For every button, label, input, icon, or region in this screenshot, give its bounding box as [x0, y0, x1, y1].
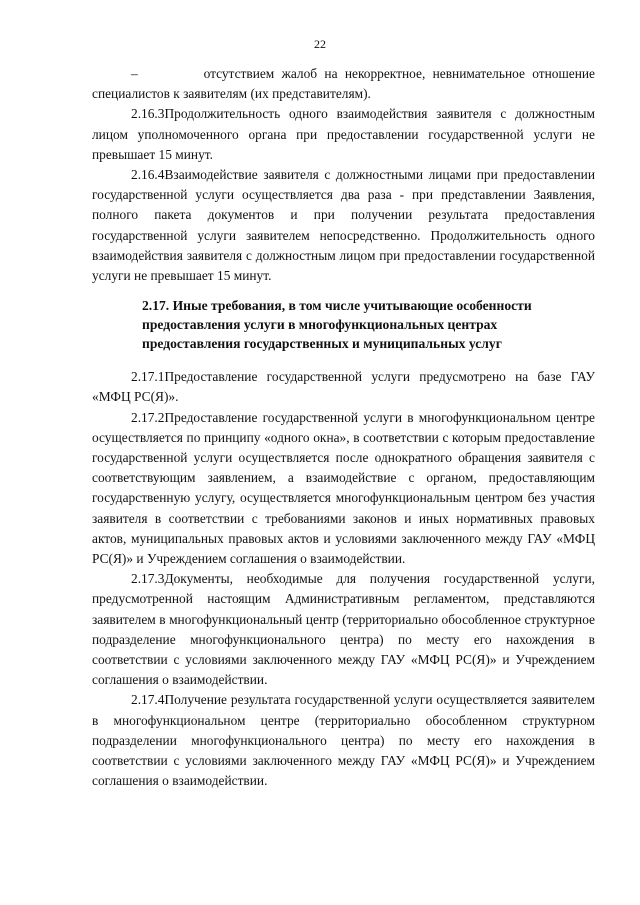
bullet-text: отсутствием жалоб на некорректное, невнимательное отношение специалистов к заявителям (их представителям). — [92, 66, 595, 102]
paragraph-2-17-2: 2.17.2Предоставление государственной услуги в многофункциональном центре осуществляется по принципу «одного окна», в соответствии с которым предоставление государственной услуги осуществляется после однократного обращения заявителя с соответствующим заявлением, а взаимодействие с органом, предоставляющим государственную услугу, осуществляется многофункциональным центром без участия заявителя в соответствии с требованиями законов и иных нормативных правовых актов, муниципальных правовых актов и условиями заключенного между ГАУ «МФЦ РС(Я)» и Учреждением соглашения о взаимодействии. — [92, 409, 595, 567]
page-number: 22 — [314, 37, 326, 51]
bullet-dash: – — [131, 66, 138, 81]
paragraph-2-16-4: 2.16.4Взаимодействие заявителя с должностными лицами при предоставлении государственной услуги осуществляется два раза - при представлении Заявления, полного пакета документов и при получении результата предоставления государственной услуги заявителем непосредственно. Продолжительность одного взаимодействия заявителя с должностным лицом при предоставлении государственной услуги не превышает 15 минут. — [92, 167, 595, 284]
heading-line: 2.17. Иные требования, в том числе учитывающие особенности — [142, 298, 532, 314]
paragraph-2-17-1: 2.17.1Предоставление государственной услуги предусмотрено на базе ГАУ «МФЦ РС(Я)». — [92, 369, 595, 405]
heading-line: предоставления государственных и муниципальных услуг — [142, 336, 502, 352]
paragraph-2-17-3: 2.17.3Документы, необходимые для получения государственной услуги, предусмотренной настоящим Административным регламентом, представляются заявителем в многофункциональный центр (территориально обособленное структурное подразделение многофункционального центра) по месту его нахождения в соответствии с условиями заключенного между ГАУ «МФЦ РС(Я)» и Учреждением соглашения о взаимодействии. — [92, 571, 595, 688]
bullet-item — [92, 64, 595, 104]
paragraph-2-16-3: 2.16.3Продолжительность одного взаимодействия заявителя с должностным лицом уполномоченного органа при предоставлении государственной услуги не превышает 15 минут. — [92, 106, 595, 162]
heading-line: предоставления услуги в многофункциональных центрах — [142, 317, 498, 333]
document-body — [92, 64, 595, 792]
paragraph-2-17-4: 2.17.4Получение результата государственной услуги осуществляется заявителем в многофункциональном центре (территориально обособленном структурном подразделении многофункционального центра) по месту его нахождения в соответствии с условиями заключенного между ГАУ «МФЦ РС(Я)» и Учреждением соглашения о взаимодействии. — [92, 692, 595, 789]
section-heading-2-17 — [92, 296, 595, 353]
